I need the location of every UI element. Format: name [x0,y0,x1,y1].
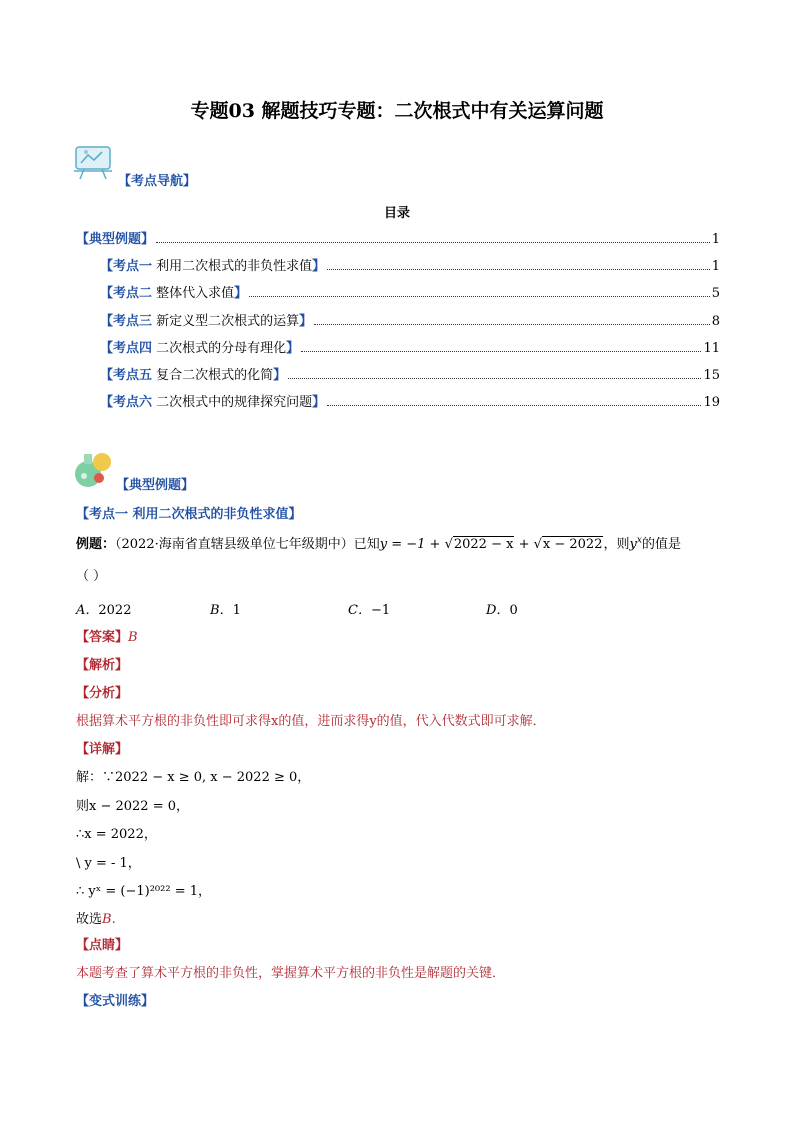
topic-1-heading: 【考点一 利用二次根式的非负性求值】 [76,507,302,522]
toc-entry[interactable] [100,337,720,356]
example-source: （2022·海南省直辖县级单位七年级期中）已知 [115,537,380,552]
analysis-label: 【解析】 [76,658,129,673]
toc-entry[interactable] [100,282,720,301]
toc-page-number: 11 [703,340,720,356]
detail-label: 【详解】 [76,742,129,757]
solution-line: ∴x = 2022， [76,827,157,842]
option-key: A． [76,603,99,618]
ask-sup: x [636,535,642,546]
example-question: 例题：（2022·海南省直辖县级单位七年级期中）已知y = −1 + √2022 − x + √x − 2022，则$y^x$的值是 [76,535,681,552]
comment-text: 本题考查了算术平方根的非负性，掌握算术平方根的非负性是解题的关键． [76,966,506,981]
solution-line: 解：∵2022 − x ≥ 0, x − 2022 ≥ 0， [76,770,311,785]
option-d[interactable] [486,599,518,618]
solution-line: \ y = - 1， [76,855,141,871]
option-value: 2022 [98,603,132,618]
toc-leader-dots [156,242,710,243]
toc-leader-dots [301,351,701,352]
toc-page-number: 15 [703,368,720,383]
choose-value: B. [102,912,116,927]
toc-heading: 目录 [383,206,410,221]
solution-line: ∴ yˣ = (−1)²⁰²² = 1， [76,884,211,899]
toc-entry-label: 【考点三 新定义型二次根式的运算】 [100,313,313,329]
fenxi-label: 【分析】 [76,686,129,701]
toc-leader-dots [327,269,710,270]
flask-icon [72,448,114,494]
toc-leader-dots [288,378,701,379]
option-b[interactable] [210,599,241,618]
answer-parens: （ ） [76,569,107,584]
examples-heading: 【典型例题】 [116,478,195,493]
toc-entry-label: 【考点四 二次根式的分母有理化】 [100,340,300,356]
practice-label: 【变式训练】 [76,994,155,1009]
toc-page-number: 19 [703,395,720,411]
ask-tail: 的值是 [641,537,681,552]
solution-line: 则x − 2022 = 0， [76,798,190,814]
toc-entry[interactable] [100,255,720,274]
answer-label: 【答案】B [76,630,138,645]
toc-entry[interactable] [100,364,720,383]
toc-page-number: 5 [711,286,720,302]
fenxi-text: 根据算术平方根的非负性即可求得x的值，进而求得y的值，代入代数式即可求解． [76,714,546,729]
option-value: 0 [509,603,518,618]
toc-page-number: 1 [711,259,720,275]
choose-line: 故选B. [76,912,116,927]
presentation-board-icon [74,143,114,185]
toc-leader-dots [314,324,710,325]
radicand-2: x − 2022 [542,537,603,552]
toc-entry[interactable] [100,310,720,329]
option-a[interactable] [76,599,131,618]
plus-sign: + [514,537,534,552]
option-value: −1 [370,603,391,618]
option-key: D． [486,603,510,618]
toc-entry-label: 【考点五 复合二次根式的化简】 [100,368,287,383]
equation-left: y = −1 + [379,537,445,552]
option-key: C． [348,603,371,618]
example-prefix: 例题： [76,537,116,552]
toc-leader-dots [249,296,710,297]
option-key: B． [210,603,233,618]
toc-page-number: 1 [711,232,720,247]
radicand-1: 2022 − x [453,537,514,552]
toc-entry-label: 【考点二 整体代入求值】 [100,286,248,302]
toc-entry-label: 【考点一 利用二次根式的非负性求值】 [100,259,326,275]
toc-entry[interactable] [100,391,720,410]
toc-page-number: 8 [711,313,720,329]
option-value: 1 [232,603,241,618]
toc-entry-label: 【考点六 二次根式中的规律探究问题】 [100,395,326,411]
nav-section-heading: 【考点导航】 [118,174,197,189]
toc-entry-label: 【典型例题】 [76,232,155,247]
toc-leader-dots [327,405,701,406]
option-c[interactable] [348,599,390,618]
answer-value: B [128,630,138,645]
comment-label: 【点睛】 [76,938,129,953]
toc-entry[interactable] [76,228,720,247]
page-title: 专题03 解题技巧专题：二次根式中有关运算问题 [190,100,604,122]
example-suffix: ，则 [603,537,630,552]
ask-var: y [629,537,637,552]
